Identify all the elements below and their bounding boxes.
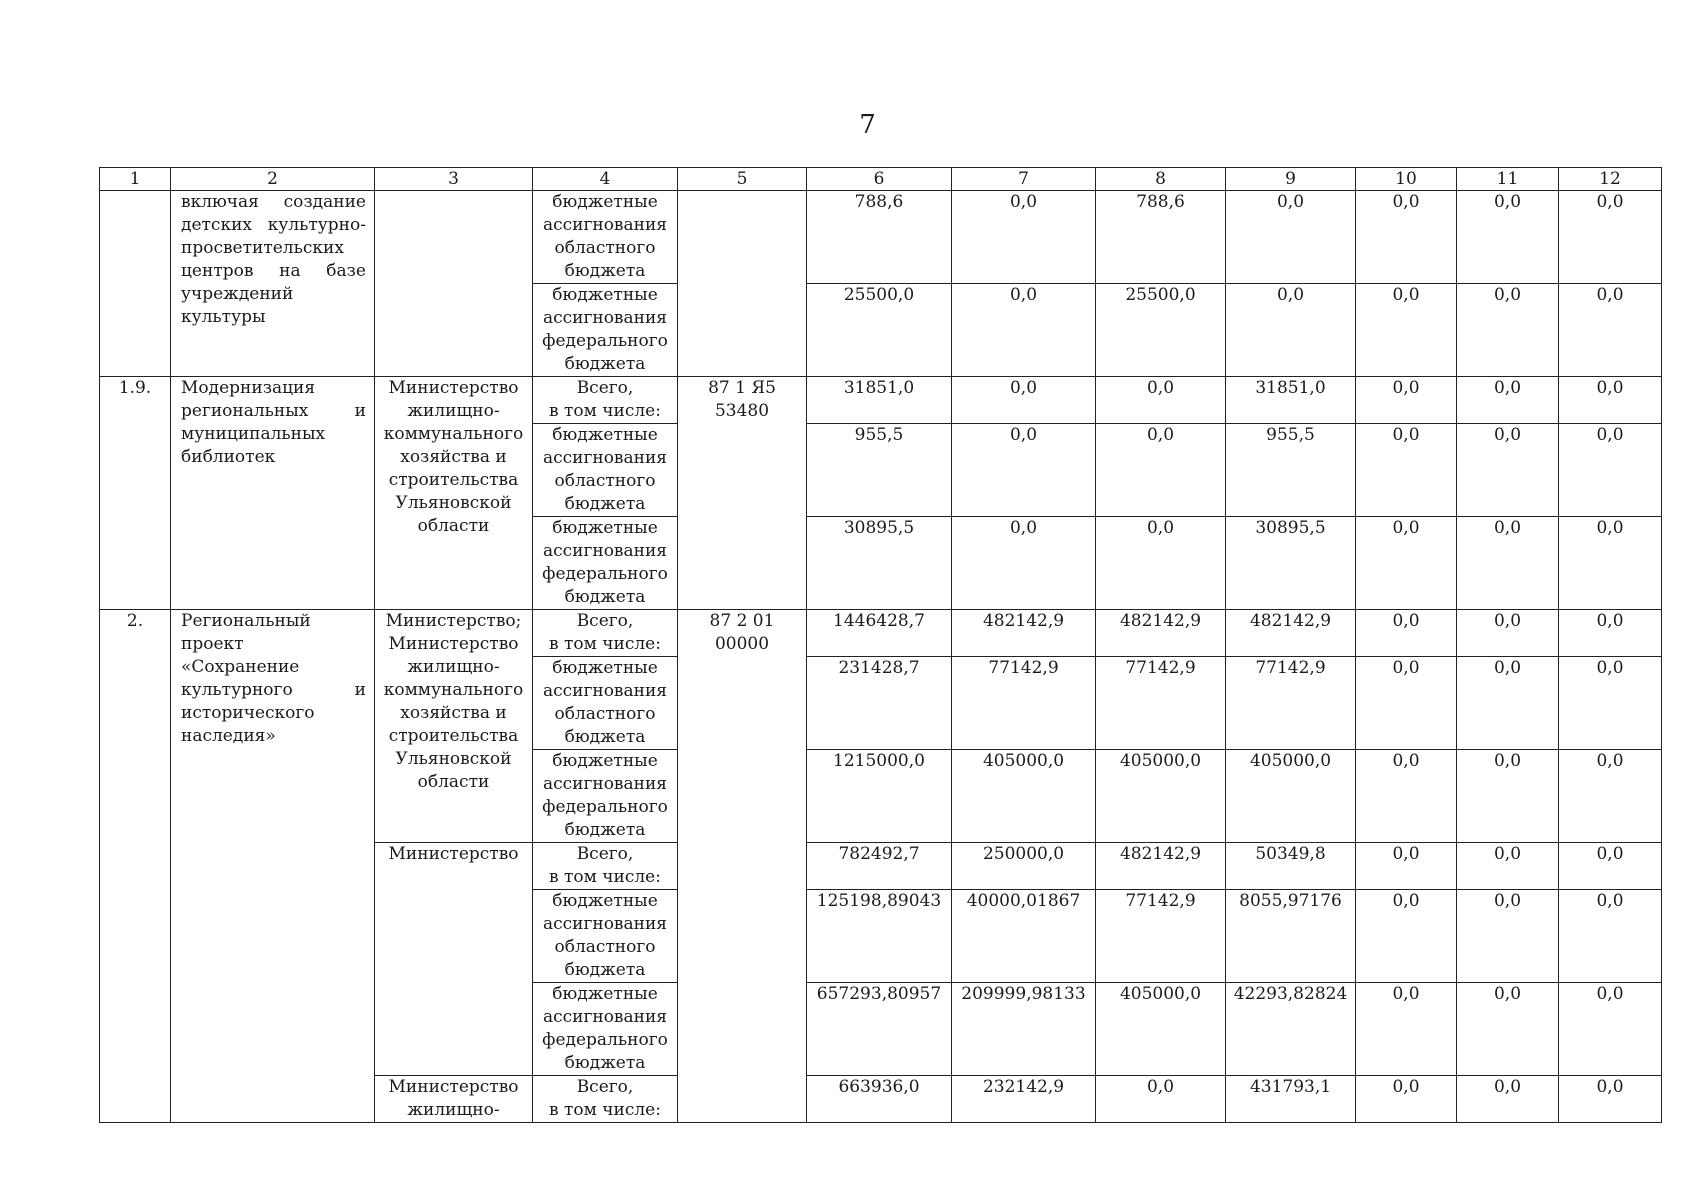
value-cell: 0,0 [1356, 890, 1457, 983]
value-cell: 955,5 [807, 424, 952, 517]
funding-source-label: бюджетные ассигнования федерального бюджета [533, 284, 678, 377]
value-cell: 0,0 [1457, 517, 1559, 610]
value-cell: 8055,97176 [1226, 890, 1356, 983]
column-header: 7 [952, 168, 1096, 191]
budget-code-cell: 87 2 01 00000 [678, 610, 807, 1123]
value-cell: 0,0 [952, 284, 1096, 377]
value-cell: 77142,9 [1226, 657, 1356, 750]
column-header: 4 [533, 168, 678, 191]
funding-source-label: Всего, в том числе: [533, 377, 678, 424]
value-cell: 405000,0 [1096, 750, 1226, 843]
executor-cell: Министерство жилищно-коммунального хозяйства и строительства Ульяновской области [375, 377, 533, 610]
value-cell: 0,0 [1559, 517, 1662, 610]
value-cell: 0,0 [1559, 983, 1662, 1076]
value-cell: 125198,89043 [807, 890, 952, 983]
table-row [100, 191, 1662, 284]
value-cell: 50349,8 [1226, 843, 1356, 890]
value-cell: 0,0 [1226, 284, 1356, 377]
value-cell: 0,0 [1559, 424, 1662, 517]
row-number-cell: 1.9. [100, 377, 171, 610]
value-cell: 405000,0 [952, 750, 1096, 843]
value-cell: 782492,7 [807, 843, 952, 890]
value-cell: 0,0 [1457, 657, 1559, 750]
event-name-cell: включая создание детских культурно-просветительских центров на базе учреждений культуры [171, 191, 375, 377]
column-header: 8 [1096, 168, 1226, 191]
value-cell: 0,0 [1356, 1076, 1457, 1123]
value-cell: 0,0 [1356, 424, 1457, 517]
value-cell: 0,0 [1559, 890, 1662, 983]
value-cell: 42293,82824 [1226, 983, 1356, 1076]
budget-code-cell: 87 1 Я5 53480 [678, 377, 807, 610]
value-cell: 0,0 [1559, 610, 1662, 657]
value-cell: 0,0 [1356, 657, 1457, 750]
table-row [100, 377, 1662, 424]
value-cell: 40000,01867 [952, 890, 1096, 983]
value-cell: 31851,0 [1226, 377, 1356, 424]
value-cell: 788,6 [807, 191, 952, 284]
value-cell: 77142,9 [952, 657, 1096, 750]
value-cell: 0,0 [1457, 610, 1559, 657]
value-cell: 0,0 [1457, 890, 1559, 983]
value-cell: 232142,9 [952, 1076, 1096, 1123]
executor-cell: Министерство жилищно- [375, 1076, 533, 1123]
value-cell: 30895,5 [1226, 517, 1356, 610]
column-header: 1 [100, 168, 171, 191]
value-cell: 1215000,0 [807, 750, 952, 843]
value-cell: 0,0 [1356, 377, 1457, 424]
funding-source-label: бюджетные ассигнования областного бюджета [533, 657, 678, 750]
value-cell: 0,0 [1356, 983, 1457, 1076]
value-cell: 0,0 [1457, 284, 1559, 377]
value-cell: 77142,9 [1096, 657, 1226, 750]
row-number-cell: 2. [100, 610, 171, 1123]
value-cell: 955,5 [1226, 424, 1356, 517]
value-cell: 663936,0 [807, 1076, 952, 1123]
value-cell: 0,0 [1559, 843, 1662, 890]
column-number-row [100, 168, 1662, 191]
value-cell: 405000,0 [1226, 750, 1356, 843]
value-cell: 0,0 [1559, 284, 1662, 377]
value-cell: 0,0 [1356, 284, 1457, 377]
value-cell: 0,0 [952, 517, 1096, 610]
executor-cell [375, 191, 533, 377]
value-cell: 431793,1 [1226, 1076, 1356, 1123]
value-cell: 0,0 [1457, 750, 1559, 843]
funding-source-label: бюджетные ассигнования федерального бюджета [533, 517, 678, 610]
funding-source-label: Всего, в том числе: [533, 1076, 678, 1123]
value-cell: 0,0 [1457, 377, 1559, 424]
value-cell: 0,0 [1096, 377, 1226, 424]
value-cell: 0,0 [1356, 750, 1457, 843]
value-cell: 0,0 [1356, 843, 1457, 890]
page-number: 7 [859, 110, 876, 140]
value-cell: 0,0 [1559, 191, 1662, 284]
value-cell: 31851,0 [807, 377, 952, 424]
funding-source-label: бюджетные ассигнования федерального бюджета [533, 983, 678, 1076]
value-cell: 0,0 [952, 424, 1096, 517]
row-number-cell [100, 191, 171, 377]
value-cell: 30895,5 [807, 517, 952, 610]
funding-source-label: бюджетные ассигнования областного бюджета [533, 890, 678, 983]
value-cell: 0,0 [1457, 424, 1559, 517]
value-cell: 0,0 [1356, 191, 1457, 284]
value-cell: 0,0 [1559, 377, 1662, 424]
value-cell: 1446428,7 [807, 610, 952, 657]
value-cell: 405000,0 [1096, 983, 1226, 1076]
value-cell: 77142,9 [1096, 890, 1226, 983]
value-cell: 0,0 [1457, 1076, 1559, 1123]
column-header: 9 [1226, 168, 1356, 191]
executor-cell: Министерство; Министерство жилищно-коммунального хозяйства и строительства Ульяновской области [375, 610, 533, 843]
value-cell: 788,6 [1096, 191, 1226, 284]
column-header: 6 [807, 168, 952, 191]
value-cell: 0,0 [1096, 1076, 1226, 1123]
value-cell: 209999,98133 [952, 983, 1096, 1076]
column-header: 11 [1457, 168, 1559, 191]
value-cell: 0,0 [1559, 750, 1662, 843]
funding-source-label: бюджетные ассигнования федерального бюджета [533, 750, 678, 843]
budget-code-cell [678, 191, 807, 377]
executor-cell: Министерство [375, 843, 533, 1076]
value-cell: 482142,9 [1226, 610, 1356, 657]
value-cell: 231428,7 [807, 657, 952, 750]
value-cell: 0,0 [1096, 424, 1226, 517]
value-cell: 0,0 [1356, 610, 1457, 657]
value-cell: 0,0 [952, 377, 1096, 424]
value-cell: 0,0 [1457, 983, 1559, 1076]
value-cell: 0,0 [1096, 517, 1226, 610]
column-header: 3 [375, 168, 533, 191]
funding-source-label: бюджетные ассигнования областного бюджета [533, 191, 678, 284]
value-cell: 482142,9 [952, 610, 1096, 657]
funding-source-label: бюджетные ассигнования областного бюджета [533, 424, 678, 517]
value-cell: 657293,80957 [807, 983, 952, 1076]
value-cell: 0,0 [1356, 517, 1457, 610]
value-cell: 25500,0 [1096, 284, 1226, 377]
value-cell: 0,0 [1559, 1076, 1662, 1123]
column-header: 5 [678, 168, 807, 191]
funding-source-label: Всего, в том числе: [533, 610, 678, 657]
table-row [100, 610, 1662, 657]
column-header: 2 [171, 168, 375, 191]
value-cell: 482142,9 [1096, 610, 1226, 657]
funding-source-label: Всего, в том числе: [533, 843, 678, 890]
event-name-cell: Модернизация региональных и муниципальных библиотек [171, 377, 375, 610]
value-cell: 25500,0 [807, 284, 952, 377]
value-cell: 0,0 [952, 191, 1096, 284]
value-cell: 0,0 [1457, 843, 1559, 890]
column-header: 12 [1559, 168, 1662, 191]
value-cell: 0,0 [1457, 191, 1559, 284]
value-cell: 0,0 [1559, 657, 1662, 750]
value-cell: 0,0 [1226, 191, 1356, 284]
value-cell: 250000,0 [952, 843, 1096, 890]
column-header: 10 [1356, 168, 1457, 191]
value-cell: 482142,9 [1096, 843, 1226, 890]
budget-table [99, 167, 1662, 1123]
event-name-cell: Региональный проект «Сохранение культурного и исторического наследия» [171, 610, 375, 1123]
